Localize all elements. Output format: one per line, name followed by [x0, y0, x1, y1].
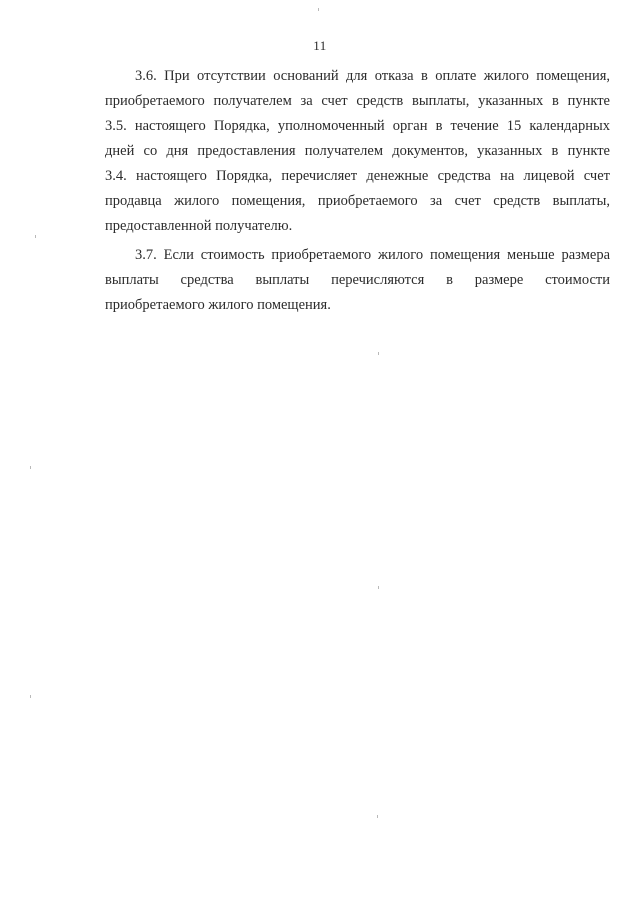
scan-speck	[318, 8, 319, 11]
scan-speck	[30, 466, 31, 469]
scan-speck	[35, 235, 36, 238]
text-line: приобретаемого жилого помещения.	[105, 297, 331, 313]
text-line: 3.7. Если стоимость приобретаемого жилого помещения меньше размера	[135, 247, 610, 263]
text-line: продавца жилого помещения, приобретаемого за счет средств выплаты,	[105, 193, 610, 209]
text-line: приобретаемого получателем за счет средств выплаты, указанных в пункте	[105, 93, 610, 109]
text-line: дней со дня предоставления получателем документов, указанных в пункте	[105, 143, 610, 159]
scan-speck	[378, 586, 379, 589]
scan-speck	[30, 695, 31, 698]
paragraph-3-6	[105, 64, 610, 239]
scan-speck	[378, 352, 379, 355]
paragraph-3-7	[105, 243, 610, 318]
page-number: 11	[313, 38, 327, 53]
text-line: 3.4. настоящего Порядка, перечисляет денежные средства на лицевой счет	[105, 168, 610, 184]
text-line: предоставленной получателю.	[105, 218, 293, 234]
scan-speck	[377, 815, 378, 818]
text-line: выплаты средства выплаты перечисляются в размере стоимости	[105, 272, 610, 288]
text-line: 3.5. настоящего Порядка, уполномоченный орган в течение 15 календарных	[105, 118, 610, 134]
document-body	[105, 64, 610, 318]
text-line: 3.6. При отсутствии оснований для отказа в оплате жилого помещения,	[135, 68, 610, 84]
